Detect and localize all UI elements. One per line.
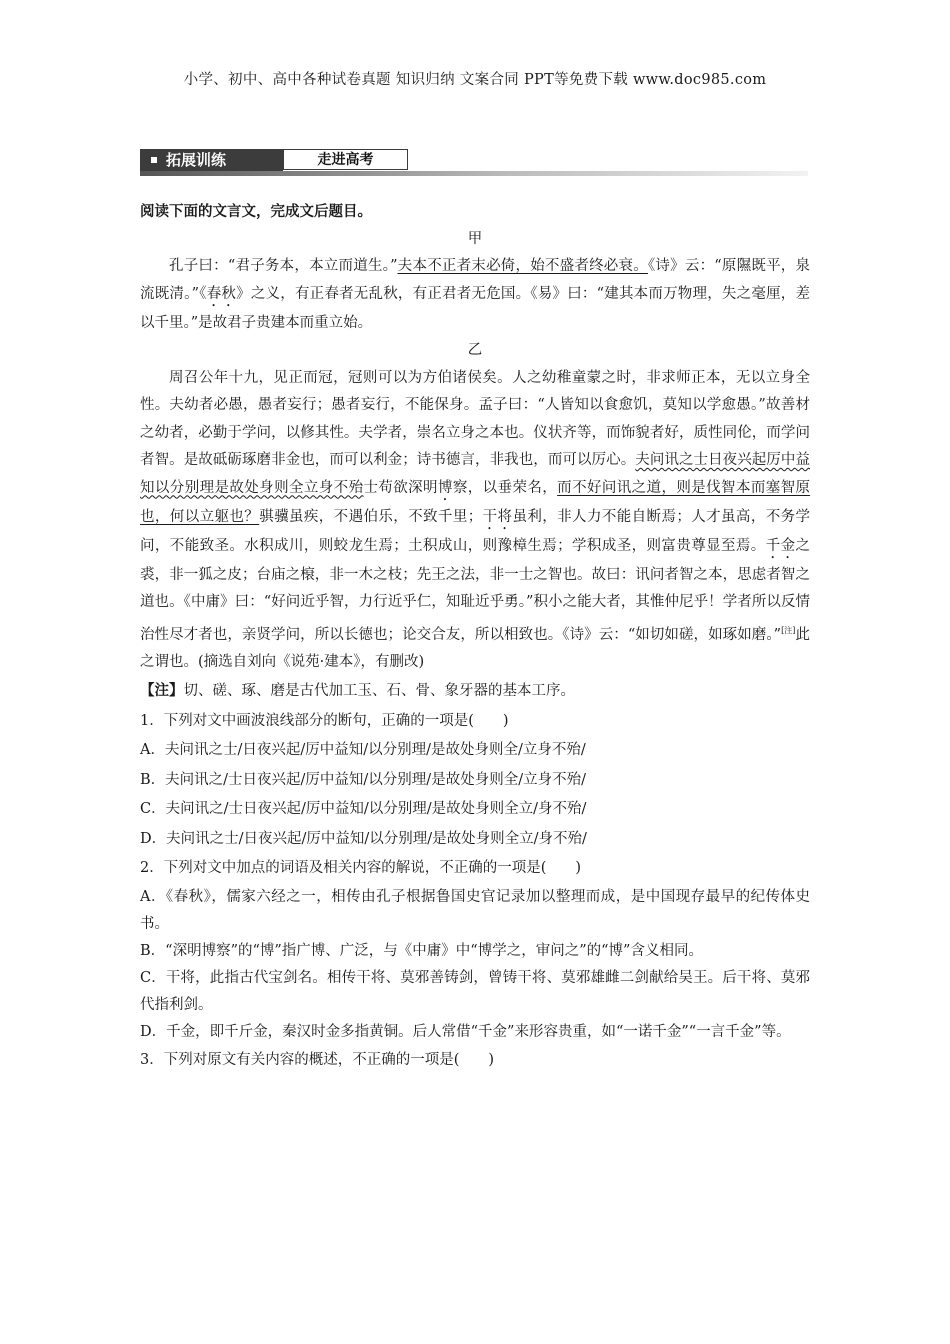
dotted-term-qianjin: 千金 [765,537,796,554]
question-1-option-d: D．夫问讯之士/日夜兴起/厉中益知/以分别理/是故处身则全立/身不殆/ [140,830,587,847]
question-2-stem: 2．下列对文中加点的词语及相关内容的解说，不正确的一项是( ) [140,860,582,877]
section-banner [140,149,808,177]
passage-jia-heading: 甲 [467,230,483,247]
instruction: 阅读下面的文言文，完成文后题目。 [140,203,372,220]
question-2-option-b: B．“深明博察”的“博”指广博、广泛，与《中庸》中“博学之，审问之”的“博”含义相同。 [140,942,703,959]
wavy-underlined-sentence: 夫问讯之士日夜兴起厉中益知以分别理是故处身则全立身不殆 [140,452,810,496]
question-1-option-c: C．夫问讯之/士日夜兴起/厉中益知/以分别理/是故处身则全立/身不殆/ [140,801,587,818]
question-1-option-a: A．夫问讯之士/日夜兴起/厉中益知/以分别理/是故处身则全/立身不殆/ [140,742,586,759]
page-header: 小学、初中、高中各种试卷真题 知识归纳 文案合同 PPT等免费下载 www.doc985.com [183,72,767,88]
annotation-note: 【注】切、磋、琢、磨是古代加工玉、石、骨、象牙器的基本工序。 [140,682,575,700]
passage-yi: 周召公年十九，见正而冠，冠则可以为方伯诸侯矣。人之幼稚童蒙之时，非求师正本，无以立身全性。夫幼者必愚，愚者妄行；愚者妄行，不能保身。孟子曰：“人皆知以食愈饥，莫知以学愈愚。”故善材之幼者，必勤于学问，以修其性。夫学者，崇名立身之本也。仪状齐等，而饰貌者好，质性同伦，而学问者智。是故砥砺琢磨非金也，而可以利金；诗书德言，非我也，而可以厉心。夫问讯之士日夜兴起厉中益知以分别理是故处身则全立身不殆士苟欲深明博察，以垂荣名，而不好问讯之道，则是伐智本而塞智原也，何以立躯也？骐骥虽疾，不遇伯乐，不致千里；干将虽利，非人力不能自断焉；人才虽高，不务学问，不能致圣。水积成川，则蛟龙生焉；土积成山，则豫樟生焉；学积成圣，则富贵尊显至焉。千金之裘，非一狐之皮；台庙之榱，非一木之枝；先王之法，非一士之智也。故曰：讯问者智之本，思虑者智之道也。《中庸》曰：“好问近乎智，力行近乎仁，知耻近乎勇。”积小之能大者，其惟仲尼乎！学者所以反情治性尽才者也，亲贤学问，所以长德也；论交合友，所以相致也。《诗》云：“如切如磋，如琢如磨。”[注]此之谓也。(摘选自刘向《说苑·建本》，有删改) [140,369,811,670]
question-1-option-b: B．夫问讯之/士日夜兴起/厉中益知/以分别理/是故处身则全/立身不殆/ [140,771,586,788]
underlined-sentence-yi: 而不好问讯之道，则是伐智本而塞智原也，何以立躯也？ [140,479,811,525]
banner-gradient-bar [140,171,808,176]
square-bullet-icon [151,157,157,163]
banner-label-extension-training: 拓展训练 [140,149,283,171]
dotted-term-ganjiang: 干将 [482,508,513,525]
question-2-option-c: C．干将，此指古代宝剑名。相传干将、莫邪善铸剑，曾铸干将、莫邪雄雌二剑献给吴王。后干将、莫邪代指利剑。 [140,969,810,1013]
dotted-term-bo: 博 [437,479,453,496]
underlined-sentence-jia: 夫本不正者末必倚，始不盛者终必衰。 [397,258,648,274]
banner-label-gaokao: 走进高考 [283,149,408,170]
question-2-option-d: D．千金，即千斤金，秦汉时金多指黄铜。后人常借“千金”来形容贵重，如“一诺千金”“一言千金”等。 [140,1023,791,1040]
question-2-option-a: A．《春秋》，儒家六经之一，相传由孔子根据鲁国史官记录加以整理而成，是中国现存最早的纪传体史书。 [140,888,810,932]
question-1-stem: 1．下列对文中画波浪线部分的断句，正确的一项是( ) [140,712,509,729]
note-marker: [注] [781,625,796,635]
document-body [140,198,810,1075]
question-3-stem: 3．下列对原文有关内容的概述，不正确的一项是( ) [140,1051,495,1068]
dotted-term-chunqiu: 春秋 [206,285,237,302]
passage-yi-heading: 乙 [467,342,483,358]
passage-jia: 孔子曰：“君子务本，本立而道生。”夫本不正者末必倚，始不盛者终必衰。《诗》云：“原隰既平，泉流既清。”《春秋》之义，有正春者无乱秋，有正君者无危国。《易》曰：“建其本而万物理，失之毫厘，差以千里。”是故君子贵建本而重立始。 [140,258,810,331]
